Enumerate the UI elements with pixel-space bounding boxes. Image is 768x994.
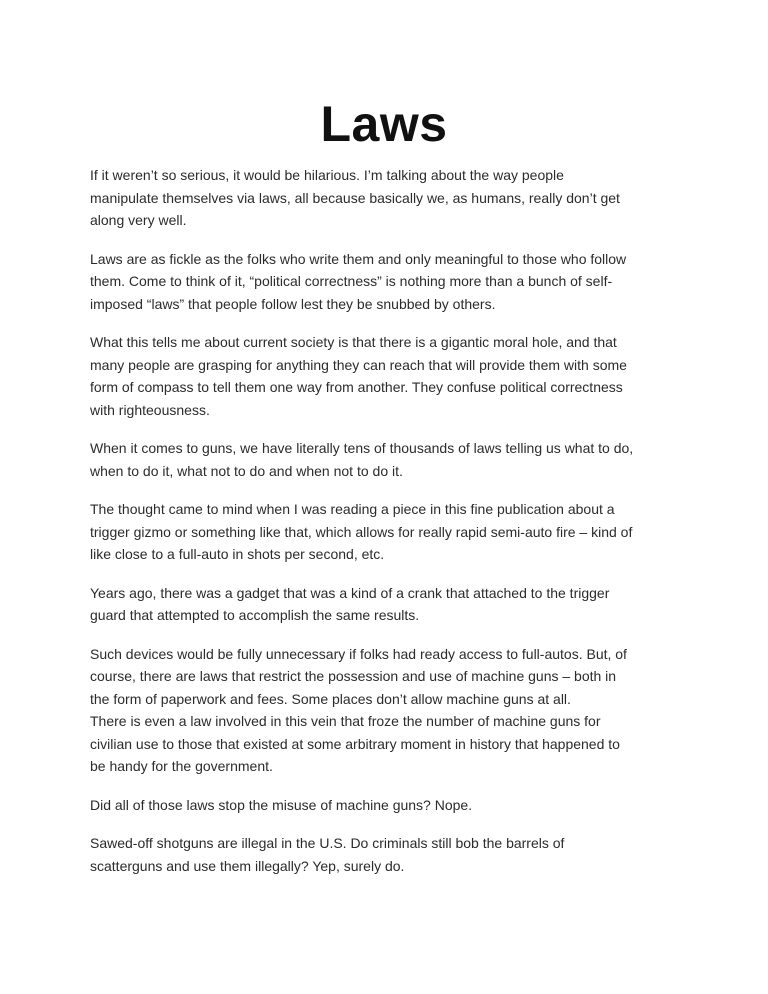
paragraph-8: There is even a law involved in this vein that froze the number of machine guns for civilian use to those that existed at some arbitrary moment in history that happened to be handy for the government. <box>90 713 620 774</box>
paragraph-10: Sawed-off shotguns are illegal in the U.S. Do criminals still bob the barrels of scatterguns and use them illegally? Yep, surely do. <box>90 835 565 874</box>
paragraph-3: What this tells me about current society is that there is a gigantic moral hole, and that many people are grasping for anything they can reach that will provide them with some form of compass to tell them one way from another. They confuse political correctness with righteousness. <box>90 334 627 418</box>
document-title: Laws <box>320 96 448 152</box>
paragraph-5: The thought came to mind when I was reading a piece in this fine publication about a trigger gizmo or something like that, which allows for really rapid semi-auto fire – kind of like close to a full-auto in shots per second, etc. <box>90 501 633 562</box>
paragraph-1: If it weren’t so serious, it would be hilarious. I’m talking about the way people manipulate themselves via laws, all because basically we, as humans, really don’t get along very well. <box>90 167 620 228</box>
paragraph-6: Years ago, there was a gadget that was a kind of a crank that attached to the trigger guard that attempted to accomplish the same results. <box>90 584 610 623</box>
document-body <box>90 164 690 893</box>
paragraph-9: Did all of those laws stop the misuse of machine guns? Nope. <box>90 796 473 813</box>
paragraph-7: Such devices would be fully unnecessary if folks had ready access to full-autos. But, of course, there are laws that restrict the possession and use of machine guns – both in the form of paperwork and fees. Some places don’t allow machine guns at all. <box>90 645 627 707</box>
paragraph-4: When it comes to guns, we have literally tens of thousands of laws telling us what to do, when to do it, what not to do and when not to do it. <box>90 440 634 479</box>
paragraph-2: Laws are as fickle as the folks who write them and only meaningful to those who follow them. Come to think of it, “political correctness” is nothing more than a bunch of self- imposed “laws” that people follow lest they be snubbed by others. <box>90 250 627 312</box>
